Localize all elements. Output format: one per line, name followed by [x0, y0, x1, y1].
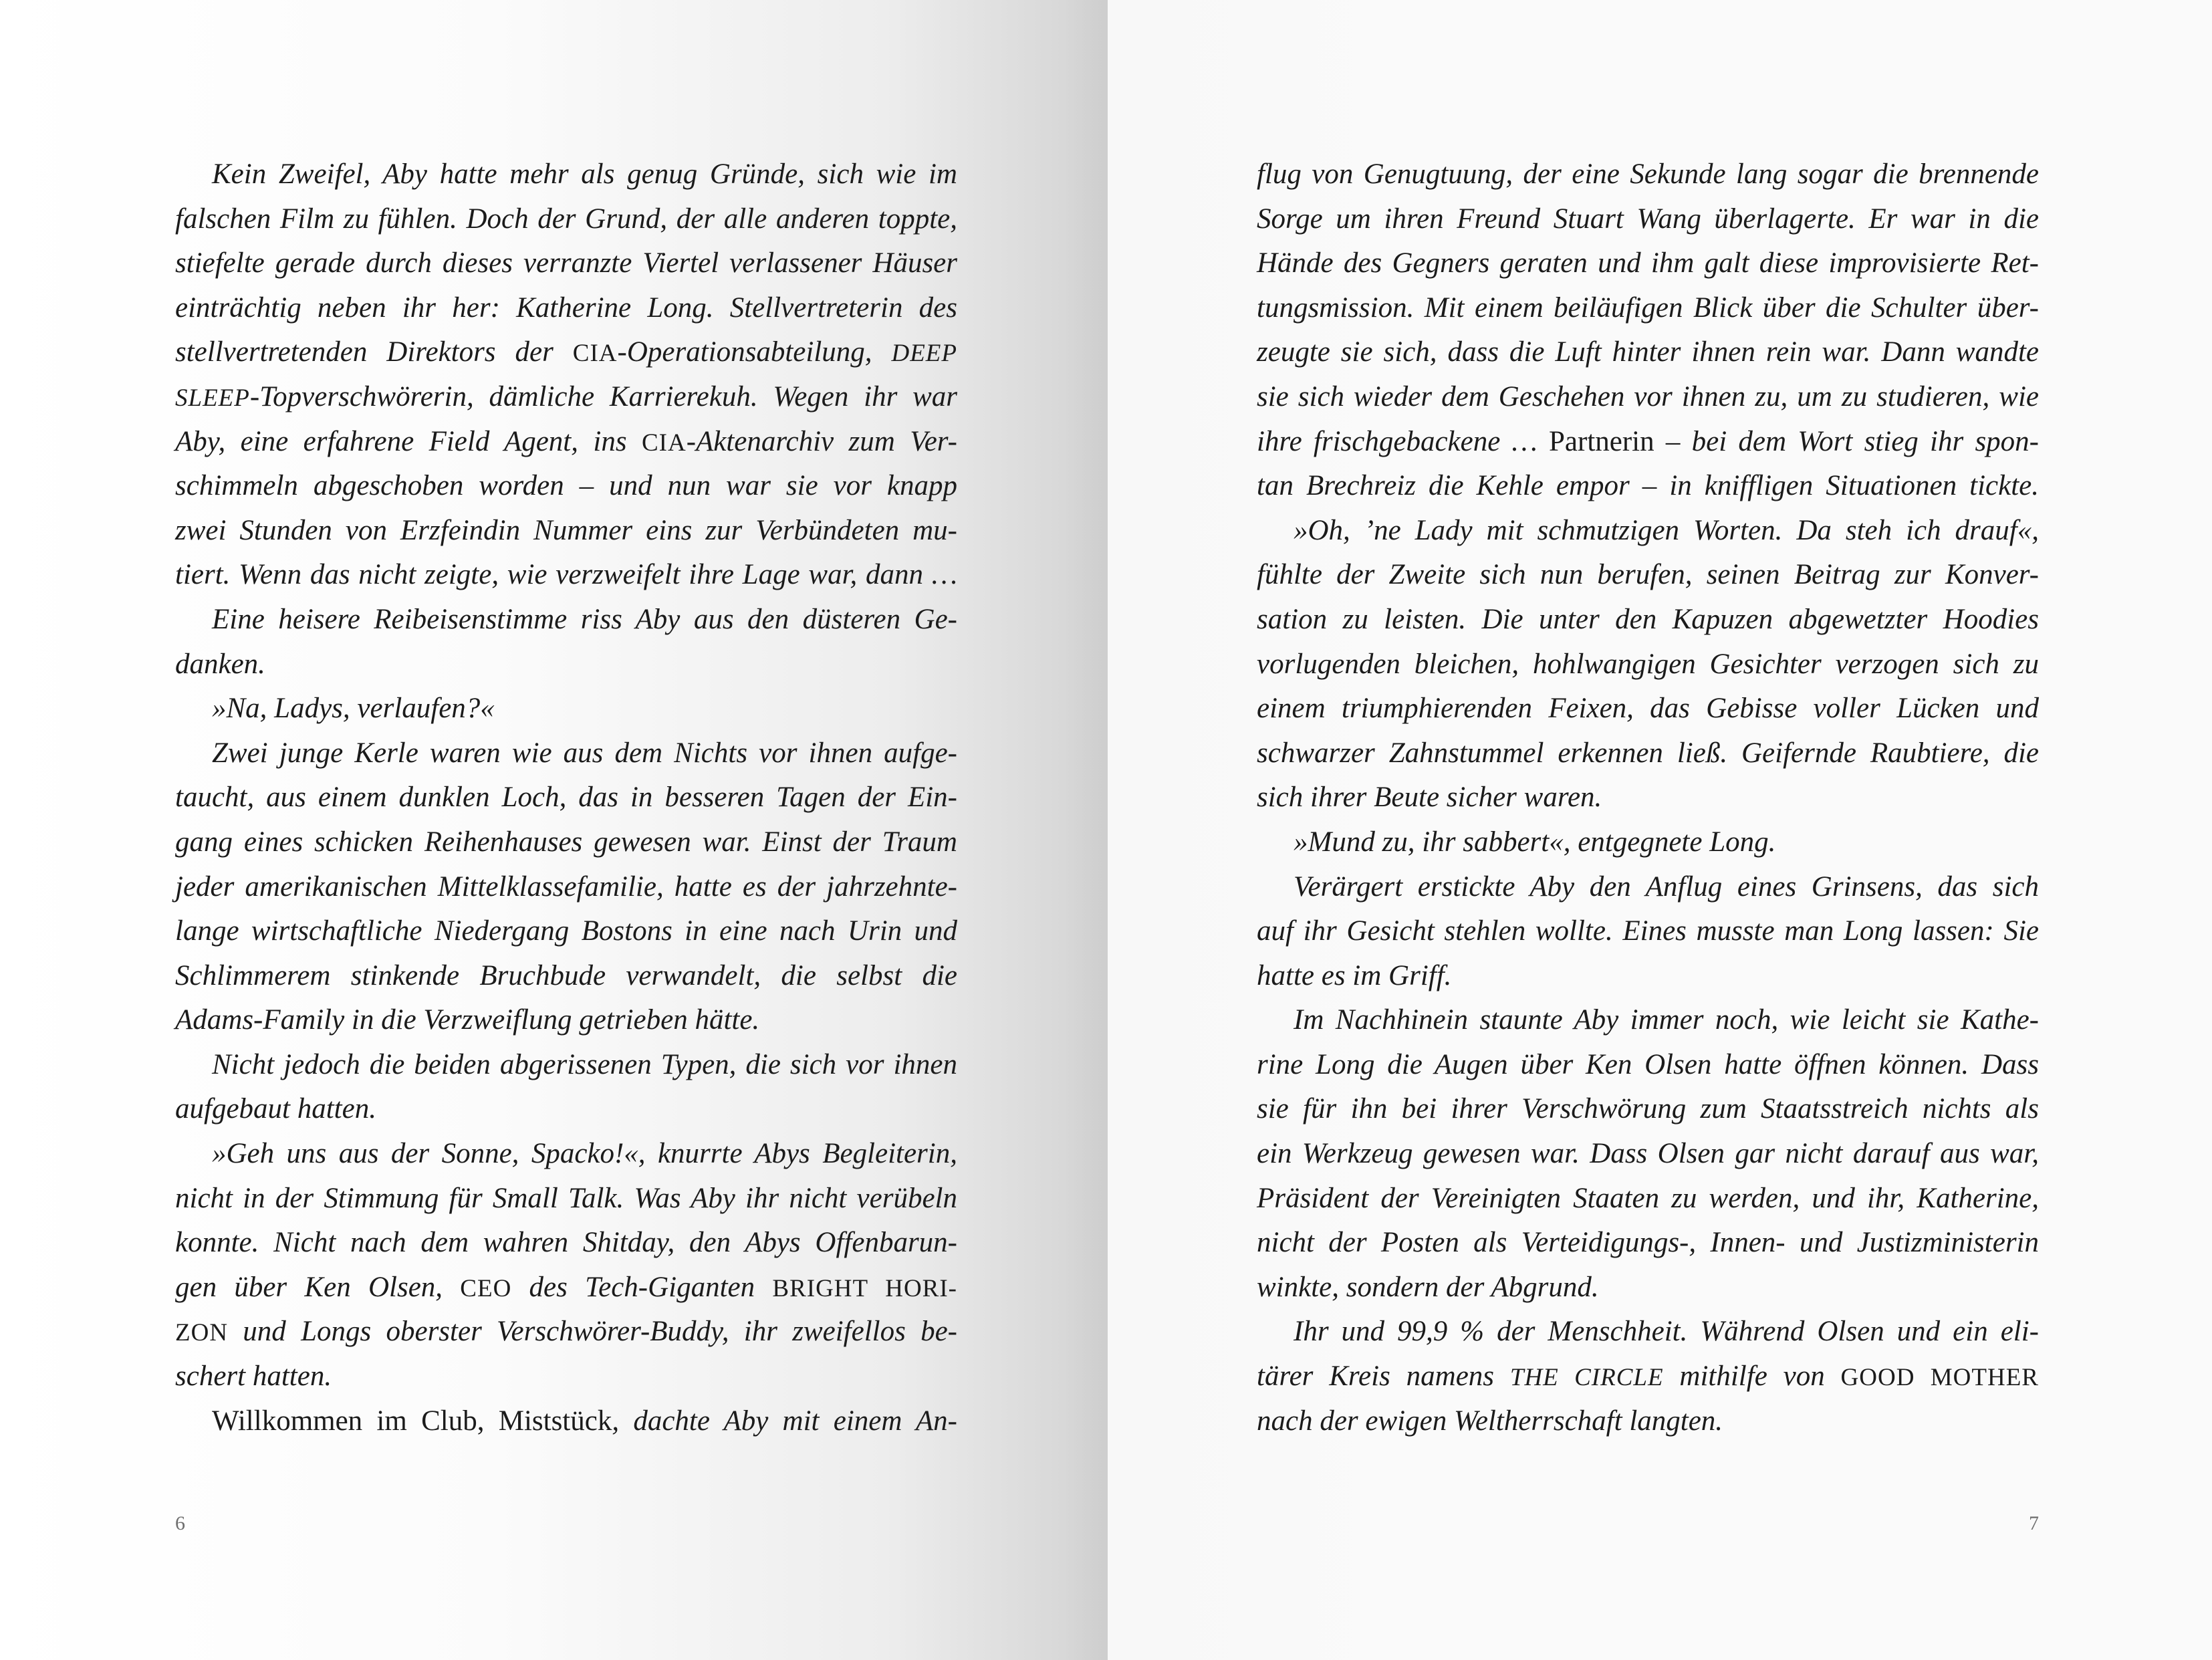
text-line: Hände des Gegners geraten und ihm galt diese improvisierte Ret-: [1257, 247, 2039, 279]
text-span: und Longs oberster Verschwörer-Buddy, ihr zweifellos be-: [228, 1316, 957, 1348]
text-span: -Operationsabteilung,: [617, 336, 892, 368]
small-caps-text: GOOD MOTHER: [1840, 1364, 2039, 1392]
text-line: Nicht jedoch die beiden abgerissenen Typen, die sich vor ihnen: [212, 1048, 957, 1080]
text-line: konnte. Nicht nach dem wahren Shitday, den Abys Offenbarun-: [175, 1227, 957, 1259]
text-line: nicht der Posten als Verteidigungs-, Innen- und Justizministerin: [1257, 1227, 2039, 1259]
right-page-text: [1257, 152, 2039, 1443]
text-line: zeugte sie sich, dass die Luft hinter ihnen rein war. Dann wandte: [1257, 336, 2039, 368]
text-span: ihre frischgebackene …: [1257, 425, 1550, 457]
small-caps-text: CEO: [460, 1274, 512, 1302]
text-line: sie sich wieder dem Geschehen vor ihnen zu, um zu studieren, wie: [1257, 380, 2039, 412]
right-page: [1108, 0, 2212, 1660]
text-line: Verärgert erstickte Aby den Anflug eines Grinsens, das sich: [1294, 870, 2039, 903]
text-span: Aby, eine erfahrene Field Agent, ins: [175, 425, 642, 457]
text-line: vorlugenden bleichen, hohlwangigen Gesichter verzogen sich zu: [1257, 648, 2039, 680]
text-span: stellvertretenden Direktors der: [175, 336, 573, 368]
small-caps-text: DEEP: [891, 340, 957, 368]
text-line: Schlimmerem stinkende Bruchbude verwandelt, die selbst die: [175, 959, 957, 991]
text-line: sie für ihn bei ihrer Verschwörung zum Staatsstreich nichts als: [1257, 1093, 2039, 1125]
text-line: nach der ewigen Weltherrschaft langten.: [1257, 1405, 1723, 1437]
text-line: Ihr und 99,9 % der Menschheit. Während Olsen und ein eli-: [1294, 1316, 2039, 1348]
text-line: aufgebaut hatten.: [175, 1093, 376, 1125]
text-line: tungsmission. Mit einem beiläufigen Blick über die Schulter über-: [1257, 291, 2039, 324]
text-span: tärer Kreis namens: [1257, 1360, 1510, 1393]
text-line: »Oh, ’ne Lady mit schmutzigen Worten. Da steh ich drauf«,: [1294, 514, 2039, 546]
small-caps-text: SLEEP: [175, 384, 250, 412]
text-line: Zwei junge Kerle waren wie aus dem Nichts vor ihnen aufge-: [212, 737, 957, 769]
text-span: -Topverschwörerin, dämliche Karrierekuh. Wegen ihr war: [249, 380, 957, 412]
text-line: »Mund zu, ihr sabbert«, entgegnete Long.: [1294, 826, 1776, 858]
small-caps-text: CIA: [641, 429, 687, 457]
text-line: Sorge um ihren Freund Stuart Wang überlagerte. Er war in die: [1257, 203, 2039, 235]
text-line: fühlte der Zweite sich nun berufen, seinen Beitrag zur Konver-: [1257, 559, 2039, 591]
text-line: falschen Film zu fühlen. Doch der Grund, der alle anderen toppte,: [175, 203, 957, 235]
small-caps-text: CIA: [572, 340, 618, 368]
text-line: tiert. Wenn das nicht zeigte, wie verzweifelt ihre Lage war, dann …: [175, 559, 957, 591]
text-span: mithilfe von: [1663, 1360, 1841, 1393]
text-line: flug von Genugtuung, der eine Sekunde lang sogar die brennende: [1257, 158, 2039, 190]
page-number: 6: [175, 1512, 186, 1534]
text-span: , dachte Aby mit einem An-: [612, 1405, 957, 1437]
text-line: [175, 420, 957, 465]
text-span: des Tech-Giganten: [511, 1271, 773, 1303]
text-line: jeder amerikanischen Mittelklassefamilie, hatte es der jahrzehnte-: [175, 870, 957, 903]
text-line: Adams-Family in die Verzweiflung getrieben hätte.: [175, 1004, 760, 1036]
text-line: sich ihrer Beute sicher waren.: [1257, 782, 1602, 814]
text-line: »Geh uns aus der Sonne, Spacko!«, knurrte Abys Begleiterin,: [212, 1138, 957, 1170]
text-line: schert hatten.: [175, 1360, 332, 1393]
text-line: [1257, 420, 2039, 465]
text-line: winkte, sondern der Abgrund.: [1257, 1271, 1599, 1303]
text-line: gang eines schicken Reihenhauses gewesen war. Einst der Traum: [175, 826, 957, 858]
text-line: schimmeln abgeschoben worden – und nun war sie vor knapp: [175, 470, 957, 502]
text-line: [175, 1266, 957, 1310]
text-line: tan Brechreiz die Kehle empor – in kniffligen Situationen tickte.: [1257, 470, 2039, 502]
text-line: »Na, Ladys, verlaufen?«: [212, 693, 495, 725]
text-line: Präsident der Vereinigten Staaten zu werden, und ihr, Katherine,: [1257, 1182, 2039, 1214]
roman-text: Willkommen im Club, Miststück: [212, 1405, 612, 1437]
text-span: gen über Ken Olsen,: [175, 1271, 461, 1303]
text-line: rine Long die Augen über Ken Olsen hatte öffnen können. Dass: [1257, 1048, 2039, 1080]
text-line: Kein Zweifel, Aby hatte mehr als genug Gründe, sich wie im: [212, 158, 957, 190]
left-page-text: [175, 152, 957, 1443]
text-line: zwei Stunden von Erzfeindin Nummer eins zur Verbündeten mu-: [175, 514, 957, 546]
text-span: -Aktenarchiv zum Ver-: [686, 425, 957, 457]
text-line: [175, 330, 957, 375]
roman-text: Partnerin: [1549, 425, 1654, 457]
text-line: [175, 375, 957, 420]
text-line: ein Werkzeug gewesen war. Dass Olsen gar nicht darauf aus war,: [1257, 1138, 2039, 1170]
text-line: einträchtig neben ihr her: Katherine Long. Stellvertreterin des: [175, 291, 957, 324]
text-line: Im Nachhinein staunte Aby immer noch, wie leicht sie Kathe-: [1294, 1004, 2039, 1036]
text-line: hatte es im Griff.: [1257, 959, 1452, 991]
text-span: – bei dem Wort stieg ihr spon-: [1654, 425, 2040, 457]
text-line: auf ihr Gesicht stehlen wollte. Eines musste man Long lassen: Sie: [1257, 915, 2039, 947]
small-caps-text: ZON: [175, 1319, 229, 1347]
text-line: stiefelte gerade durch dieses verranzte Viertel verlassener Häuser: [175, 247, 957, 279]
text-line: danken.: [175, 648, 265, 680]
text-line: taucht, aus einem dunklen Loch, das in besseren Tagen der Ein-: [175, 782, 957, 814]
text-line: schwarzer Zahnstummel erkennen ließ. Geifernde Raubtiere, die: [1257, 737, 2039, 769]
text-line: [175, 1310, 957, 1354]
page-number: 7: [2029, 1512, 2040, 1534]
small-caps-text: THE CIRCLE: [1509, 1364, 1664, 1392]
text-line: Eine heisere Reibeisenstimme riss Aby aus den düsteren Ge-: [212, 603, 957, 635]
text-line: lange wirtschaftliche Niedergang Bostons in eine nach Urin und: [175, 915, 957, 947]
text-line: [175, 1399, 957, 1444]
text-line: einem triumphierenden Feixen, das Gebisse voller Lücken und: [1257, 693, 2039, 725]
small-caps-text: BRIGHT HORI-: [772, 1274, 957, 1302]
text-line: [1257, 1354, 2039, 1399]
text-line: nicht in der Stimmung für Small Talk. Was Aby ihr nicht verübeln: [175, 1182, 957, 1214]
text-line: sation zu leisten. Die unter den Kapuzen abgewetzter Hoodies: [1257, 603, 2039, 635]
